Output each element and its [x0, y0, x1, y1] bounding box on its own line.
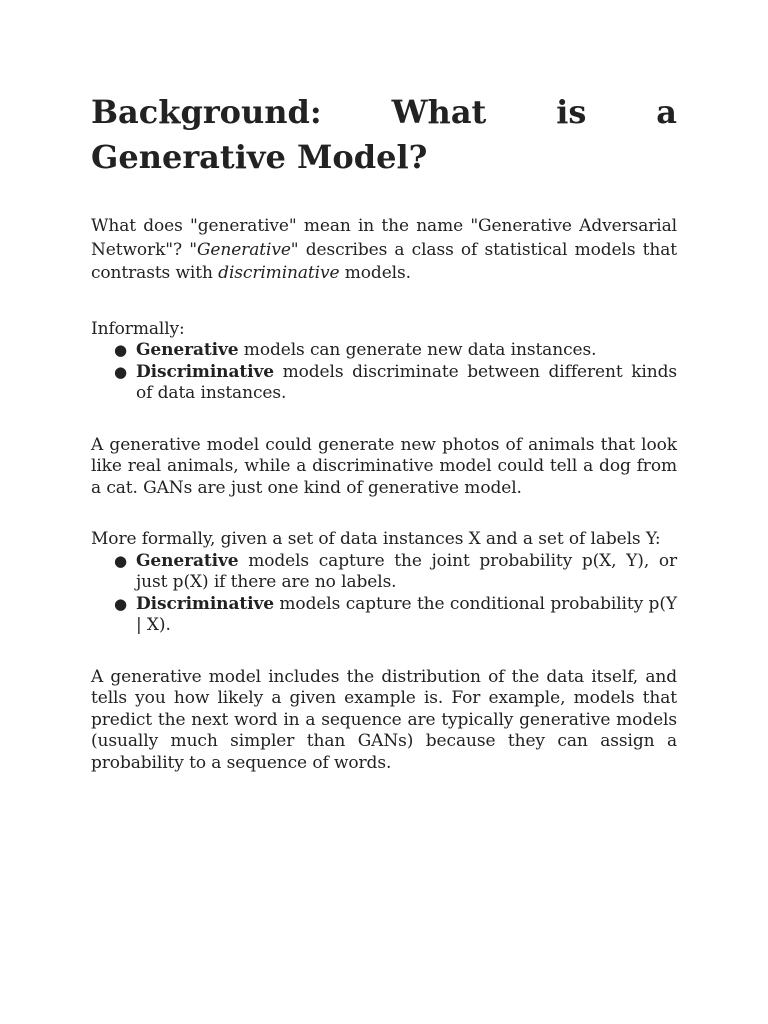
list-item-term: Generative — [136, 550, 239, 571]
list-item — [114, 550, 677, 594]
list-item-term: Generative — [136, 340, 239, 360]
intro-text-2: " describes a class of statistical models that contrasts with — [91, 239, 677, 283]
bullet-icon: ● — [114, 341, 127, 359]
intro-text-1: What does "generative" mean in the name "Generative Adversarial Network"? " — [91, 216, 677, 260]
bullet-icon: ● — [114, 594, 127, 613]
intro-text-3: models. — [339, 263, 411, 283]
closing-paragraph: A generative model includes the distribution of the data itself, and tells you how likely a given example is. For example, models that predict the next word in a sequence are typically generative models (usually much simpler than GANs) because they can assign a probability to a sequence of words. — [91, 666, 677, 773]
list-item-term: Discriminative — [136, 361, 274, 382]
formally-paragraph: More formally, given a set of data instances X and a set of labels Y: — [91, 529, 661, 549]
informal-bullet-list — [91, 340, 677, 405]
bullet-icon: ● — [114, 551, 127, 570]
formal-bullet-list — [91, 551, 677, 637]
list-item-term: Discriminative — [136, 593, 274, 614]
list-item-text: models discriminate between different kinds of data instances. — [136, 361, 677, 403]
list-item — [114, 340, 677, 362]
document-page — [91, 90, 677, 774]
list-item-text: models capture the conditional probability p(Y | X). — [136, 593, 677, 635]
list-item-text: models capture the joint probability p(X, Y), or just p(X) if there are no labels. — [136, 550, 677, 592]
list-item-text: models can generate new data instances. — [238, 340, 597, 360]
informally-label: Informally: — [91, 318, 185, 339]
intro-italic-generative: Generative — [196, 239, 291, 260]
list-item — [114, 361, 677, 405]
bullet-icon: ● — [114, 362, 127, 381]
example-paragraph: A generative model could generate new photos of animals that look like real animals, while a discriminative model could tell a dog from a cat. GANs are just one kind of generative model. — [91, 434, 677, 498]
intro-italic-discriminative: discriminative — [218, 263, 340, 283]
list-item — [114, 593, 677, 637]
page-title: Background: What is a Generative Model? — [91, 93, 677, 176]
intro-paragraph — [91, 215, 677, 286]
